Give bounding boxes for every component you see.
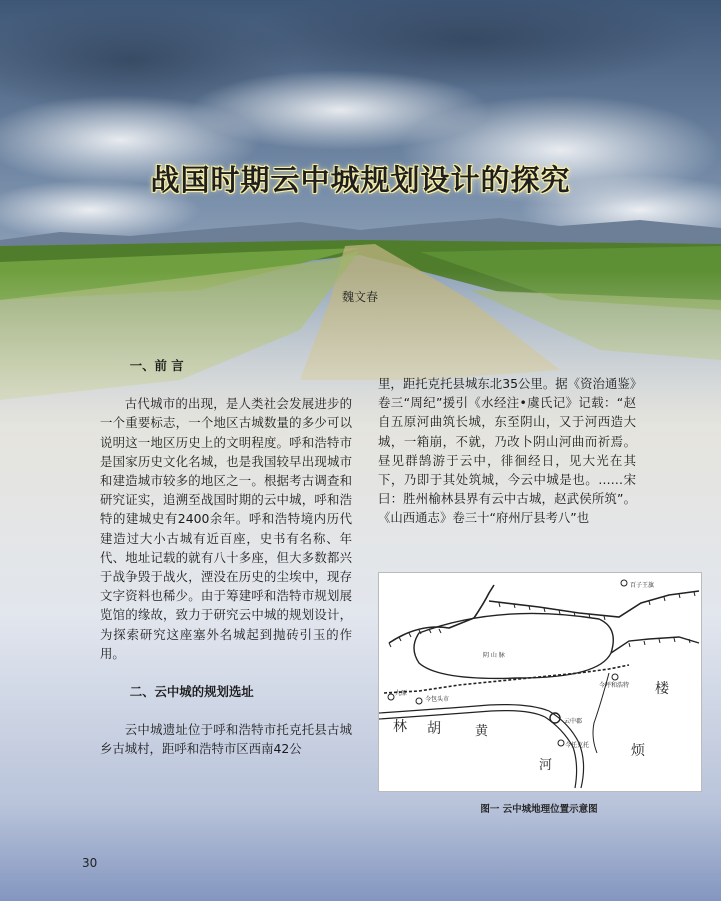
map-label-tuoketuo: 今托克托 — [565, 742, 590, 749]
left-column — [100, 356, 352, 759]
map-label-fan: 烦 — [631, 743, 645, 759]
map-label-huang: 黄 — [475, 724, 489, 739]
map-label-hohhot: 今呼和浩特 — [599, 682, 630, 689]
author-name: 魏文春 — [341, 290, 378, 304]
map-label-jiuyuan: 九原 — [395, 690, 408, 697]
page-number: 30 — [82, 856, 98, 870]
section2-paragraph-cont: 里，距托克托县城东北35公里。据《资治通鉴》卷三“周纪”援引《水经注•虞氏记》记载：“赵自五原河曲筑长城，东至阴山，又于河西造大城，一箱崩，不就，乃改卜阴山河曲而祈焉。昼见群鹄游于云中，徘徊经日，见大光在其下，乃即于其处筑城，今云中城是也。……宋曰：胜州榆林县界有云中古城，赵武侯所筑”。《山西通志》卷三十“府州厅县考八”也 — [378, 376, 636, 526]
map-label-he: 河 — [539, 758, 553, 773]
section1-heading: 一、前 言 — [129, 358, 184, 373]
section2-heading: 二、云中城的规划选址 — [129, 684, 254, 700]
map-label-lin: 林 — [393, 719, 407, 735]
map-caption: 图一 云中城地理位置示意图 — [480, 804, 598, 815]
map-label-hu: 胡 — [427, 721, 441, 737]
article-title: 战国时期云中城规划设计的探究 — [150, 163, 571, 197]
map-figure — [379, 573, 701, 791]
map-label-baizi: 百子王旗 — [630, 582, 655, 589]
map-label-baotou: 今包头市 — [425, 696, 450, 703]
map-label-lou: 楼 — [655, 681, 669, 697]
map-label-yunzhong: 云中郡 — [564, 718, 583, 725]
right-column — [378, 374, 636, 528]
map-label-yinshan: 阴 山 脉 — [483, 652, 505, 659]
section2-paragraph-start: 云中城遗址位于呼和浩特市托克托县古城乡古城村，距呼和浩特市区西南42公 — [100, 722, 352, 757]
location-map — [378, 572, 702, 792]
section1-paragraph: 古代城市的出现，是人类社会发展进步的一个重要标志，一个地区古城数量的多少可以说明这一地区历史上的文明程度。呼和浩特市是国家历史文化名城，也是我国较早出现城市和建造城市较多的地区之一。根据考古调查和研究证实，追溯至战国时期的云中城，呼和浩特的建城史有2400余年。呼和浩特境内历代建造过大小古城有近百座，史书有名称、年代、地址记载的就有八十多座，但大多数都兴于战争毁于战火，湮没在历史的尘埃中，现存文字资料也稀少。由于筹建呼和浩特市规划展览馆的缘故，致力于研究云中城的规划设计，为探索研究这座塞外名城起到抛砖引玉的作用。 — [100, 396, 352, 661]
